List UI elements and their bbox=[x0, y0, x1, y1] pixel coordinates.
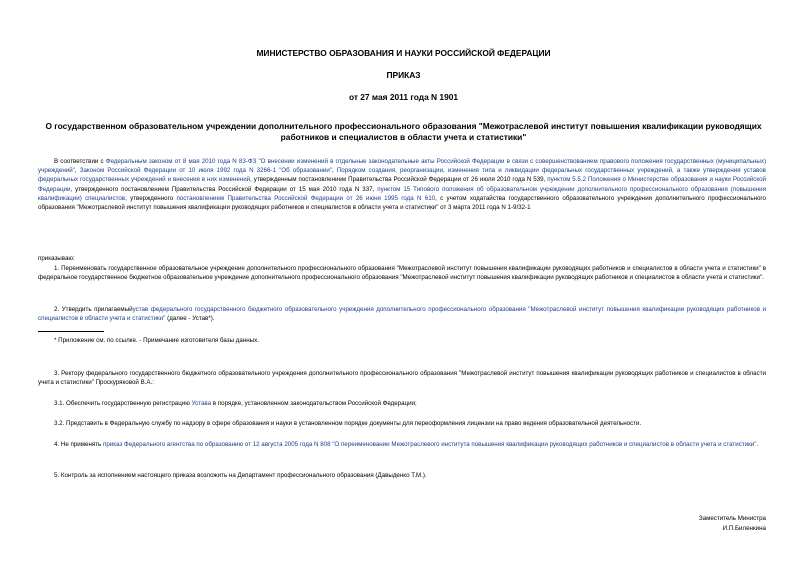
item-1: 1. Переименовать государственное образовательное учреждение дополнительного профессионального образования "Межотраслевой институт повышения квалификации руководящих работников и специалистов в области учета и статистики" в федеральное государственное бюджетное образовательное учреждение дополнительного профессионального образования "Межотраслевой институт повышения квалификации руководящих работников и специалистов в области учета и статистики". bbox=[38, 265, 766, 282]
footnote: * Приложение см. по ссылке. - Примечание изготовителя базы данных. bbox=[54, 337, 259, 344]
doc-type-heading: ПРИКАЗ bbox=[386, 70, 421, 80]
item-5: 5. Контроль за исполнением настоящего приказа возложить на Департамент профессионального образования (Давыденко Т.М.). bbox=[54, 472, 427, 479]
item-4-text-2: . bbox=[756, 441, 759, 448]
item-4 bbox=[38, 440, 766, 449]
item-2-text-1: 2. Утвердить прилагаемый bbox=[54, 306, 133, 313]
preamble-text-7: , с учетом ходатайства государственного образовательного учреждения дополнительного профессионального образования "Межотраслевой институт повышения квалификации руководящих работников и специалистов в области учета и статистики" от 3 марта 2011 года N 1-9/32-1 bbox=[38, 194, 766, 212]
item-3-1-text-1: 3.1. Обеспечить государственную регистрацию bbox=[54, 400, 192, 407]
order-word: приказываю: bbox=[38, 255, 75, 262]
signature-name: И.П.Биленкина bbox=[722, 525, 766, 532]
item-2-text-2: (далее - Устав*). bbox=[165, 315, 215, 323]
preamble-text-6: , утвержденного bbox=[125, 194, 177, 202]
item-3-1-text-2: в порядке, установленном законодательством Российской Федерации; bbox=[211, 400, 417, 407]
footnote-divider bbox=[38, 331, 104, 332]
preamble-text-1: В соответствии с bbox=[54, 158, 106, 165]
link-ministry-regulation[interactable]: пунктом 5.5.2 Положения о Министерстве образования и науки Российской Федерации bbox=[38, 176, 766, 193]
item-2 bbox=[38, 305, 766, 323]
link-federal-law-83fz[interactable]: Федеральным законом от 8 мая 2010 года N 83-ФЗ "О внесении изменений в отдельные законодательные акты Российской Федерации в связи с совершенствованием правового положения государственных (муниципальных) учреждений" bbox=[38, 158, 767, 175]
preamble-text-4: , утвержденным постановлением Правительства Российской Федерации от 26 июля 2010 года N 539, bbox=[250, 176, 548, 184]
item-3: 3. Ректору федерального государственного бюджетного образовательного учреждения дополнительного профессионального образования "Межотраслевой институт повышения квалификации руководящих работников и специалистов в области учета и статистики" Проскуряковой В.А.: bbox=[38, 370, 766, 387]
link-charter[interactable]: устав федерального государственного бюджетного образовательного учреждения дополнительного профессионального образования "Межотраслевой институт повышения квалификации руководящих работников и специалистов в области учета и статистики" bbox=[38, 306, 767, 323]
link-model-regulation[interactable]: пунктом 15 Типового положения об образовательном учреждении дополнительного профессионального образования (повышения квалификации) специалистов bbox=[38, 185, 766, 202]
preamble-text-5: , утвержденного постановлением Правительства Российской Федерации от 15 мая 2010 года N 337, bbox=[70, 185, 378, 193]
document-title: О государственном образовательном учреждении дополнительного профессионального образования "Межотраслевой институт повышения квалификации руководящих работников и специалистов в области учета и статистики" bbox=[45, 121, 762, 142]
item-4-text-1: 4. Не применять bbox=[54, 441, 103, 448]
link-order-808[interactable]: приказ Федерального агентства по образованию от 12 августа 2005 года N 808 "О переименовании Межотраслевого института повышения квалификации руководящих работников и специалистов в области учета и статистики" bbox=[103, 441, 757, 448]
link-charter-2[interactable]: Устава bbox=[191, 400, 212, 407]
item-3-1 bbox=[38, 399, 766, 408]
preamble-paragraph bbox=[38, 157, 766, 212]
preamble-text-3: , bbox=[331, 167, 337, 175]
link-government-decree-610[interactable]: постановлением Правительства Российской Федерации от 26 июня 1995 года N 610 bbox=[176, 194, 436, 202]
link-law-on-education[interactable]: Законом Российской Федерации от 10 июля 1992 года N 3266-1 "Об образовании" bbox=[79, 167, 332, 175]
preamble-text-2: , bbox=[74, 167, 80, 175]
ministry-heading: МИНИСТЕРСТВО ОБРАЗОВАНИЯ И НАУКИ РОССИЙСКОЙ ФЕДЕРАЦИИ bbox=[256, 48, 551, 58]
link-procedure-federal-institutions[interactable]: Порядком создания, реорганизации, изменения типа и ликвидации федеральных государственных учреждений, а также утверждения уставов федеральных государственных учреждений и внесения в них изменений bbox=[38, 167, 766, 184]
date-number-heading: от 27 мая 2011 года N 1901 bbox=[348, 92, 459, 102]
signature-position: Заместитель Министра bbox=[698, 515, 766, 522]
item-3-2: 3.2. Представить в Федеральную службу по надзору в сфере образования и науки в установленном порядке документы для переоформления лицензии на право ведения образовательной деятельности. bbox=[54, 420, 642, 427]
